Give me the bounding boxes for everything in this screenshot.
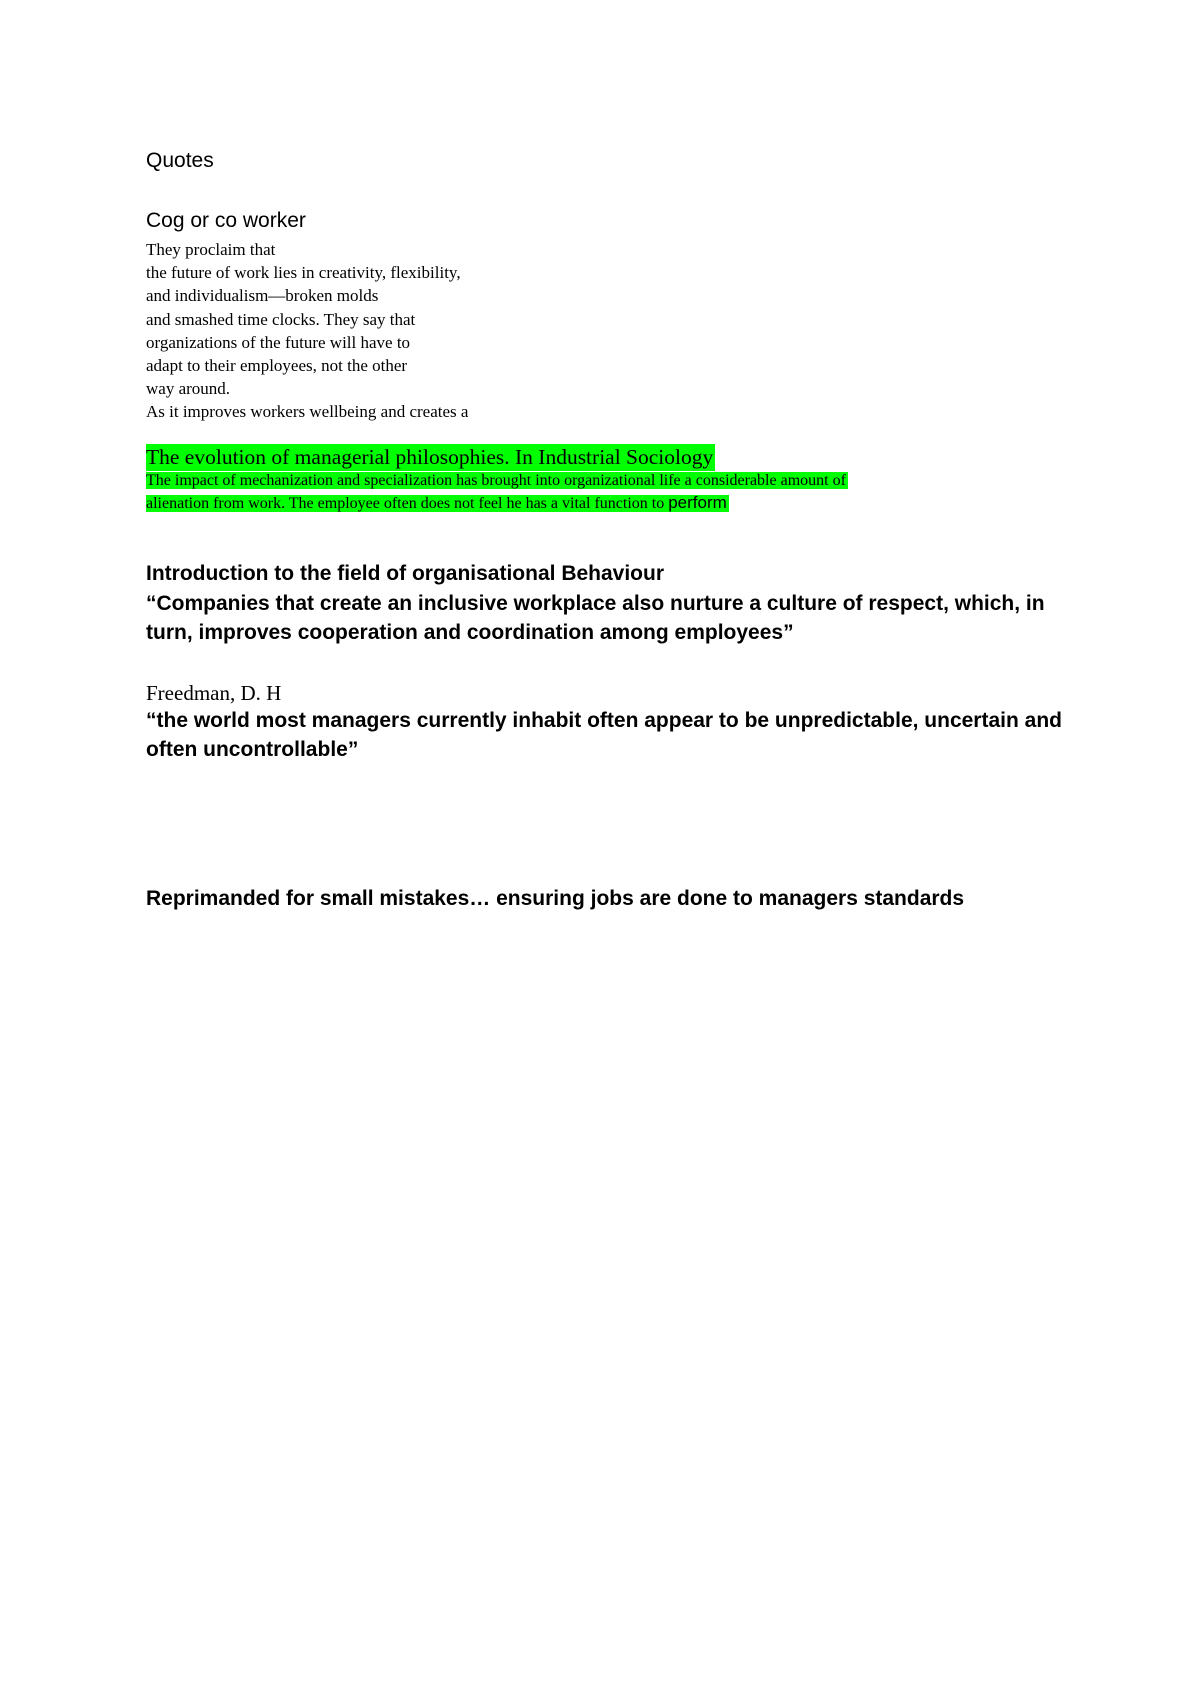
document-heading: Quotes — [146, 149, 214, 172]
highlighted-text-segment: alienation from work. The employee often does not feel he has a vital function to — [146, 494, 665, 512]
body-line: They proclaim that — [146, 240, 276, 259]
body-line: and smashed time clocks. They say that — [146, 309, 416, 329]
highlighted-text-line — [146, 492, 729, 512]
reprimand-note: Reprimanded for small mistakes… ensuring jobs are done to managers standards — [146, 887, 965, 910]
body-line: way around. — [146, 379, 231, 399]
freedman-author: Freedman, D. H — [146, 681, 282, 705]
body-line: the future of work lies in creativity, flexibility, — [146, 263, 461, 283]
highlighted-title: The evolution of managerial philosophies. In Industrial Sociology — [146, 445, 714, 469]
freedman-quote: “the world most managers currently inhabit often appear to be unpredictable, uncertain and often uncontrollable” — [146, 709, 1062, 761]
cog-section-heading: Cog or co worker — [146, 209, 306, 232]
highlighted-text-line: The impact of mechanization and specialization has brought into organizational life a considerable amount of — [146, 472, 846, 489]
highlighted-last-word: perform — [668, 492, 727, 512]
cog-section-body — [146, 238, 468, 424]
body-line: adapt to their employees, not the other — [146, 356, 408, 376]
ob-section-quote: “Companies that create an inclusive workplace also nurture a culture of respect, which, in turn, improves cooperation and coordination among employees” — [146, 592, 1045, 644]
highlighted-text — [146, 470, 946, 514]
ob-section-heading: Introduction to the field of organisational Behaviour — [146, 562, 665, 585]
body-line: and individualism—broken molds — [146, 286, 379, 306]
body-line: organizations of the future will have to — [146, 332, 411, 352]
body-line: As it improves workers wellbeing and creates a — [146, 402, 469, 422]
highlighted-excerpt — [146, 444, 946, 514]
